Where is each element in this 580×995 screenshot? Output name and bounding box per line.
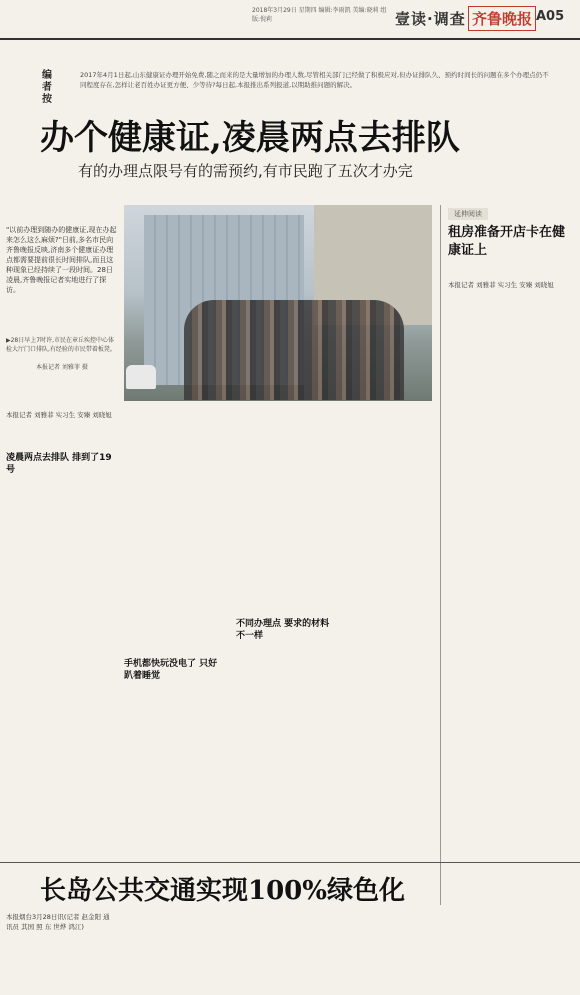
news-photo-queue xyxy=(124,205,432,401)
article-byline: 本报记者 刘雅菲 实习生 安臻 刘晓旭 xyxy=(6,411,112,419)
subheading-materials: 不同办理点 要求的材料不一样 xyxy=(236,619,330,641)
main-subheadline: 有的办理点限号有的需预约,有市民跑了五次才办完 xyxy=(78,162,413,180)
masthead-meta: 2018年3月29日 星期四 编辑:李雨凯 美编:晓莉 组版:倪莉 xyxy=(252,7,387,23)
main-headline: 办个健康证,凌晨两点去排队 xyxy=(40,118,460,158)
lead-paragraph: "以前办理到随办的健康证,现在办起来怎么这么麻烦?"日前,多名市民向齐鲁晚报反映,济南多个健康证办理点都需要提前很长时间排队,而且这种现象已经持续了一段时间。28日凌晨,齐鲁晚报记者实地进行了探访。 xyxy=(6,226,117,294)
photo-credit: 本报记者 刘雅菲 摄 xyxy=(36,364,88,371)
section-title: 壹读·调查 xyxy=(395,10,466,28)
photo-crowd xyxy=(184,300,404,400)
sidebar-byline: 本报记者 刘雅菲 实习生 安臻 刘晓旭 xyxy=(448,281,554,289)
sidebar-title: 租房准备开店卡在健康证上 xyxy=(448,225,566,258)
sidebar-related-article xyxy=(440,205,576,905)
secondary-byline: 本报烟台3月28日讯(记者 赵金阳 通讯员 其国 照 东 世烨 鸿江) xyxy=(6,913,110,931)
subheading-phone-battery: 手机都快玩没电了 只好趴着睡觉 xyxy=(124,659,218,681)
photo-car xyxy=(126,365,156,389)
sidebar-label: 延伸阅读 xyxy=(448,208,488,220)
newspaper-logo: 齐鲁晚报 xyxy=(468,6,536,31)
masthead xyxy=(0,0,580,40)
editor-note-tag: 编者按 xyxy=(42,70,52,105)
photo-caption: ▶28日早上7时许,市民在章丘疾控中心体检大厅门口排队,有经验的市民带着板凳。 xyxy=(6,337,116,353)
page-number: A05 xyxy=(536,9,565,24)
section-divider xyxy=(0,862,580,863)
subheading-queue-number: 凌晨两点去排队 排到了19号 xyxy=(6,453,112,475)
secondary-headline: 长岛公共交通实现100%绿色化 xyxy=(40,876,405,906)
editor-note-text: 2017年4月1日起,山东健康证办理开始免费,随之而来的是大量增加的办理人数,尽管相关部门已经做了积极应对,但办证排队久、预约时间长的问题在多个办理点仍不同程度存在,怎样让老百姓办证更方便、少等待?每日起,本报推出系列报道,以期助推问题的解决。 xyxy=(80,71,549,89)
